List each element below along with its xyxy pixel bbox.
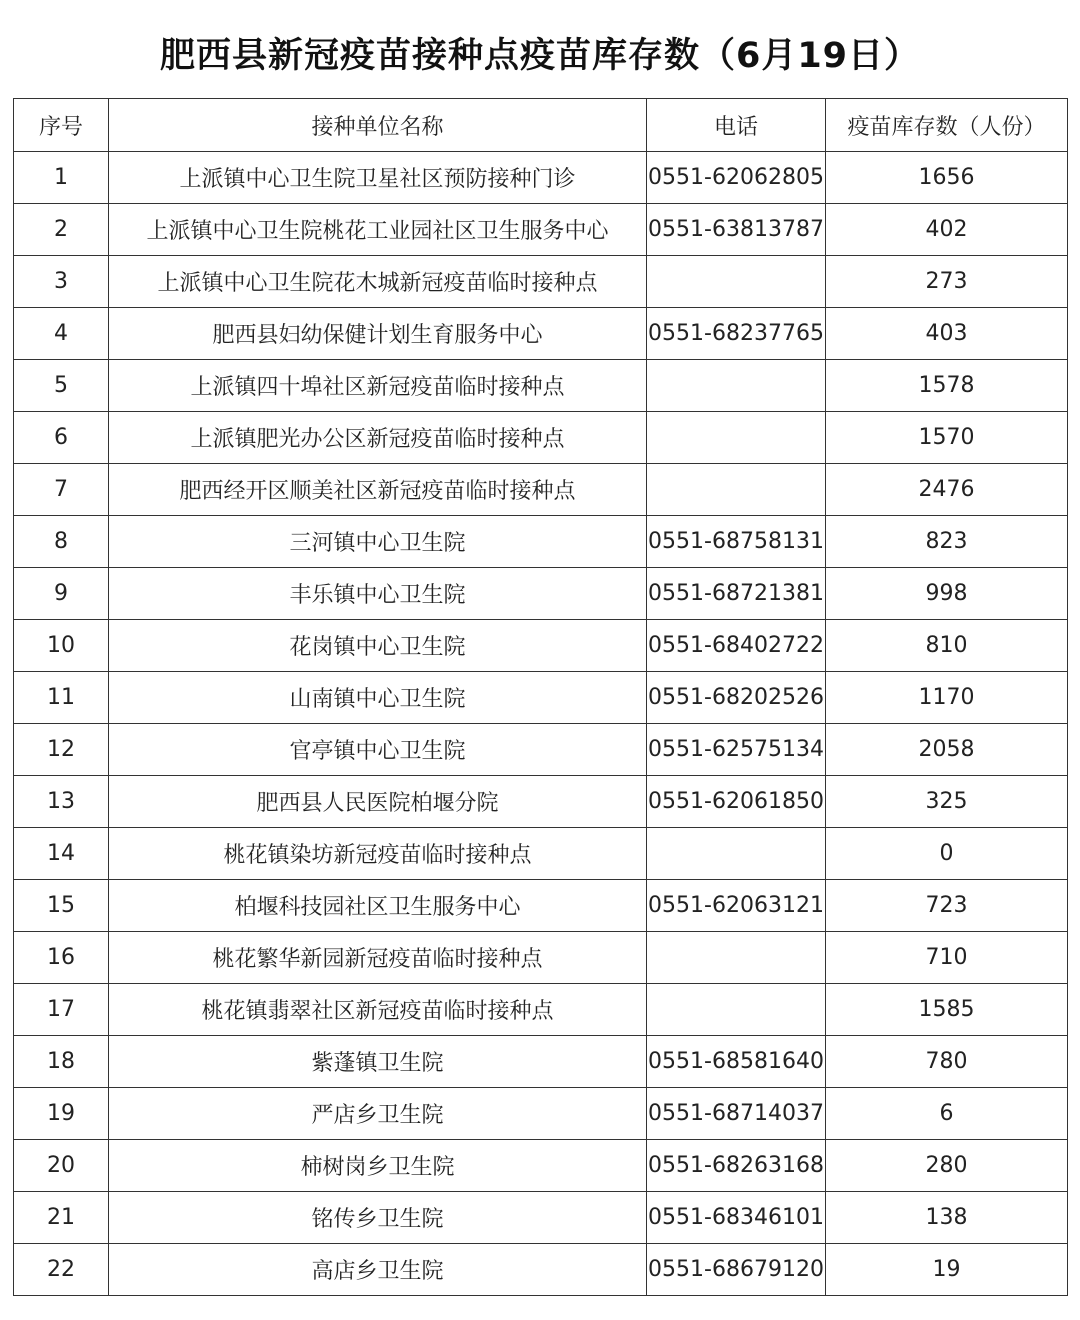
cell-phone: 0551-68237765 [647,308,826,360]
table-row [14,1140,1068,1192]
cell-name: 严店乡卫生院 [109,1088,647,1140]
cell-stock: 723 [826,880,1068,932]
cell-name: 桃花镇染坊新冠疫苗临时接种点 [109,828,647,880]
cell-stock: 1170 [826,672,1068,724]
cell-name: 三河镇中心卫生院 [109,516,647,568]
cell-name: 肥西县人民医院柏堰分院 [109,776,647,828]
cell-phone [647,360,826,412]
cell-phone: 0551-68581640 [647,1036,826,1088]
table-row [14,204,1068,256]
table-row [14,672,1068,724]
cell-name: 高店乡卫生院 [109,1244,647,1296]
header-phone: 电话 [647,99,826,152]
cell-no: 13 [14,776,109,828]
cell-name: 山南镇中心卫生院 [109,672,647,724]
cell-name: 上派镇肥光办公区新冠疫苗临时接种点 [109,412,647,464]
cell-phone: 0551-68346101 [647,1192,826,1244]
cell-no: 19 [14,1088,109,1140]
cell-stock: 273 [826,256,1068,308]
table-row [14,776,1068,828]
table-row [14,1192,1068,1244]
table-header-row [14,99,1068,152]
cell-stock: 19 [826,1244,1068,1296]
cell-stock: 2476 [826,464,1068,516]
cell-phone: 0551-62061850 [647,776,826,828]
cell-no: 1 [14,152,109,204]
cell-no: 2 [14,204,109,256]
cell-name: 上派镇中心卫生院桃花工业园社区卫生服务中心 [109,204,647,256]
cell-no: 9 [14,568,109,620]
table-row [14,256,1068,308]
table-body [14,152,1068,1296]
cell-name: 紫蓬镇卫生院 [109,1036,647,1088]
cell-name: 花岗镇中心卫生院 [109,620,647,672]
table-row [14,984,1068,1036]
table-row [14,828,1068,880]
cell-stock: 1656 [826,152,1068,204]
cell-phone [647,256,826,308]
cell-stock: 138 [826,1192,1068,1244]
cell-phone: 0551-68263168 [647,1140,826,1192]
cell-name: 桃花繁华新园新冠疫苗临时接种点 [109,932,647,984]
table-row [14,1088,1068,1140]
cell-name: 柿树岗乡卫生院 [109,1140,647,1192]
cell-name: 上派镇四十埠社区新冠疫苗临时接种点 [109,360,647,412]
table-row [14,308,1068,360]
table-row [14,1036,1068,1088]
cell-name: 肥西县妇幼保健计划生育服务中心 [109,308,647,360]
table-row [14,620,1068,672]
header-stock: 疫苗库存数（人份） [826,99,1068,152]
page-title: 肥西县新冠疫苗接种点疫苗库存数（6月19日） [159,36,921,76]
cell-name: 上派镇中心卫生院花木城新冠疫苗临时接种点 [109,256,647,308]
cell-phone: 0551-62062805 [647,152,826,204]
cell-stock: 6 [826,1088,1068,1140]
cell-stock: 1578 [826,360,1068,412]
cell-name: 桃花镇翡翠社区新冠疫苗临时接种点 [109,984,647,1036]
cell-stock: 403 [826,308,1068,360]
cell-phone [647,932,826,984]
cell-phone: 0551-62575134 [647,724,826,776]
cell-stock: 325 [826,776,1068,828]
cell-phone: 0551-62063121 [647,880,826,932]
cell-phone [647,464,826,516]
cell-no: 18 [14,1036,109,1088]
table-row [14,152,1068,204]
cell-stock: 810 [826,620,1068,672]
cell-no: 11 [14,672,109,724]
cell-name: 丰乐镇中心卫生院 [109,568,647,620]
table-row [14,516,1068,568]
table-row [14,724,1068,776]
cell-phone: 0551-68721381 [647,568,826,620]
table-row [14,880,1068,932]
vaccine-stock-table [13,98,1068,1296]
table-row [14,360,1068,412]
cell-stock: 1585 [826,984,1068,1036]
cell-stock: 2058 [826,724,1068,776]
header-no: 序号 [14,99,109,152]
table-row [14,1244,1068,1296]
cell-phone: 0551-68202526 [647,672,826,724]
cell-stock: 280 [826,1140,1068,1192]
cell-phone [647,412,826,464]
table-row [14,412,1068,464]
cell-no: 15 [14,880,109,932]
cell-no: 20 [14,1140,109,1192]
cell-phone: 0551-63813787 [647,204,826,256]
cell-stock: 1570 [826,412,1068,464]
cell-stock: 710 [826,932,1068,984]
cell-stock: 402 [826,204,1068,256]
cell-phone [647,984,826,1036]
cell-no: 3 [14,256,109,308]
cell-stock: 780 [826,1036,1068,1088]
cell-no: 17 [14,984,109,1036]
cell-phone: 0551-68402722 [647,620,826,672]
cell-no: 4 [14,308,109,360]
table-row [14,568,1068,620]
table-row [14,464,1068,516]
header-name: 接种单位名称 [109,99,647,152]
cell-no: 5 [14,360,109,412]
cell-phone [647,828,826,880]
cell-no: 10 [14,620,109,672]
cell-no: 12 [14,724,109,776]
cell-name: 官亭镇中心卫生院 [109,724,647,776]
cell-no: 14 [14,828,109,880]
cell-no: 21 [14,1192,109,1244]
cell-no: 7 [14,464,109,516]
cell-name: 柏堰科技园社区卫生服务中心 [109,880,647,932]
table-row [14,932,1068,984]
cell-stock: 998 [826,568,1068,620]
cell-no: 22 [14,1244,109,1296]
cell-no: 6 [14,412,109,464]
cell-name: 肥西经开区顺美社区新冠疫苗临时接种点 [109,464,647,516]
cell-name: 铭传乡卫生院 [109,1192,647,1244]
cell-no: 16 [14,932,109,984]
cell-phone: 0551-68758131 [647,516,826,568]
cell-stock: 823 [826,516,1068,568]
cell-stock: 0 [826,828,1068,880]
cell-phone: 0551-68679120 [647,1244,826,1296]
cell-phone: 0551-68714037 [647,1088,826,1140]
cell-no: 8 [14,516,109,568]
cell-name: 上派镇中心卫生院卫星社区预防接种门诊 [109,152,647,204]
